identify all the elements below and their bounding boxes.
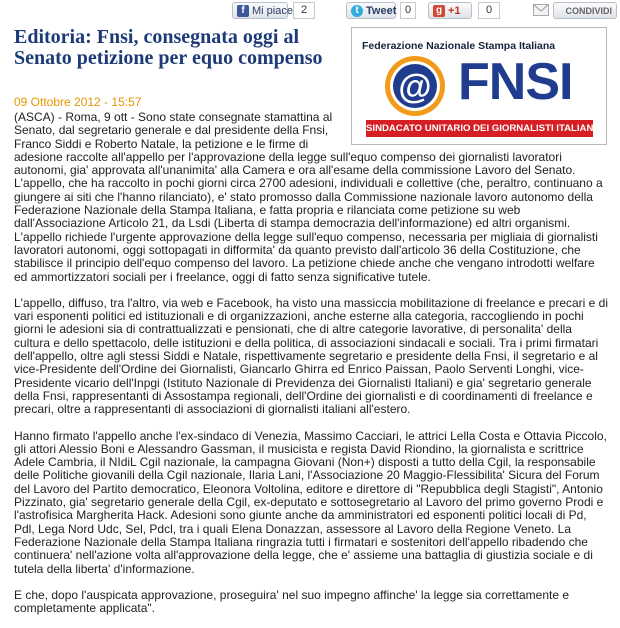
like-count: 2 — [293, 2, 315, 19]
tweet-button[interactable] — [346, 2, 396, 19]
logo-tagline: SINDACATO UNITARIO DEI GIORNALISTI ITALIANI — [366, 120, 593, 137]
tweet-label: Tweet — [366, 5, 397, 17]
article-body — [14, 111, 609, 628]
mail-icon[interactable] — [533, 4, 549, 16]
share-label: CONDIVIDI — [565, 6, 612, 16]
at-symbol-icon — [380, 53, 450, 119]
like-label: Mi piace — [252, 5, 293, 17]
logo-org-name: Federazione Nazionale Stampa Italiana — [362, 40, 556, 52]
article-paragraph: E che, dopo l'auspicata approvazione, proseguira' nel suo impegno affinche' la legge sia correttamente e completamente applicata". — [14, 587, 570, 616]
twitter-icon: t — [351, 5, 363, 17]
article-paragraph: Hanno firmato l'appello anche l'ex-sindaco di Venezia, Massimo Cacciari, le attrici Lella Costa e Ottavia Piccolo, gli attori Alessio Boni e Alessandro Gassman, il musicista e regista David Riondino, la giornalista e scrittrice Adele Cambria, il NIdiL Cgil nazionale, la campagna Giovani (Non+) disposti a tutto della Cgil, la responsabile delle Politiche giovanili della Cgil nazionale, Ilaria Lani, l'Associazione 20 Maggio-Flessibilita' Sicura del Forum del Lavoro del Partito democratico, Eleonora Voltolina, editore e direttore di "Repubblica degli Stagisti", Antonio Pizzinato, gia' segretario generale della Cgil, ex-deputato e sottosegretario al Lavoro del primo governo Prodi e l'astrofisica Margherita Hack. Adesioni sono giunte anche da amministratori ed esponenti politici locali di Pd, Pdl, Lega Nord Udc, Sel, Pdcl, tra i quali Elena Donazzan, assessore al Lavoro della Regione Veneto. La Federazione Nazionale della Stampa Italiana ringrazia tutti i firmatari e sostenitori dell'appello ribadendo che continuera' nell'azione volta all'approvazione della legge, che e' assieme una battaglia di giustizia sociale e di tutela della liberta' d'informazione. — [14, 428, 607, 576]
paragraph-text: (ASCA) - Roma, 9 ott - Sono state consegnate stamattina al Senato, dal segretario generale e dal presidente della Fnsi, Franco Siddi e Roberto Natale, la petizione e le firme di adesione raccolte all'appello per l'approvazione della legge sull'equo compenso dei giornalisti lavoratori autonomi, gia' approvata all'unanimita' alla Camera e ora all'esame della commissione Lavoro del Senato. L'appello, che ha raccolto in pochi giorni circa 2700 adesioni, individuali e collettive (che, peraltro, continuano a giungere ai siti che l'hanno rilanciato), e' stato promosso dalla Commissione nazionale lavoro autonomo della Federazione Nazionale della Stampa Italiana, e fatta propria e rilanciata come petizione su web dall'Associazione Articolo 21, da Lsdi (Liberta di stampa democrazia dell'informazione) ed altri organismi. L'appello richiede l'urgente approvazione della legge sull'equo compenso, necessaria per migliaia di giornalisti lavoratori autonomi, oggi sottopagati in difformita' da quanto previsto dall'articolo 36 della Costituzione, che stabilisce il principio dell'equo compenso del lavoro. La petizione chiede anche che vengano introdotti welfare ed ammortizzatori sociali per i freelance, oggi di fatto senza significative tutele. — [14, 110, 603, 284]
facebook-icon: f — [237, 5, 249, 17]
google-plus-icon: g — [433, 5, 445, 17]
article-paragraph — [14, 111, 609, 284]
logo-acronym: FNSI — [458, 53, 573, 111]
article-title: Editoria: Fnsi, consegnata oggi al Senato petizione per equo compenso — [14, 26, 323, 69]
tweet-count: 0 — [400, 2, 416, 19]
facebook-like-button[interactable] — [232, 2, 293, 19]
gplus-label: +1 — [448, 5, 461, 17]
social-bar — [0, 0, 620, 22]
at-symbol: @ — [398, 68, 432, 106]
google-plus-button[interactable] — [428, 2, 472, 19]
gplus-count: 0 — [478, 2, 500, 19]
article-date: 09 Ottobre 2012 - 15:57 — [14, 95, 142, 109]
share-button[interactable] — [553, 2, 617, 19]
article-paragraph: L'appello, diffuso, tra l'altro, via web e Facebook, ha visto una massiccia mobilitazione di freelance e precari e di vari esponenti politici ed istituzionali e di organizzazioni, anche esterne alla categoria, raccogliendo in pochi giorni le adesioni sia di contrattualizzati e pensionati, che di altre categorie lavorative, di personalita' della cultura e dello spettacolo, delle istituzioni e della politica, di associazioni sindacali e sociali. Tra i primi firmatari dell'appello, oltre agli stessi Siddi e Natale, rispettivamente segretario e presidente della Fnsi, il segretario e al vice-Presidente dell'Ordine dei Giornalisti, Giancarlo Ghirra ed Enrico Paissan, Paolo Serventi Longhi, vice-Presidente vicario dell'Inpgi (Istituto Nazionale di Previdenza dei Giornalisti Italiani) e gia' segretario generale della Fnsi, rappresentanti di Assostampa regionali, dell'Ordine dei giornalisti e di coordinamenti di freelance e precari, oltre a rappresentanti di associazioni di giornalisti italiani all'estero. — [14, 295, 609, 417]
